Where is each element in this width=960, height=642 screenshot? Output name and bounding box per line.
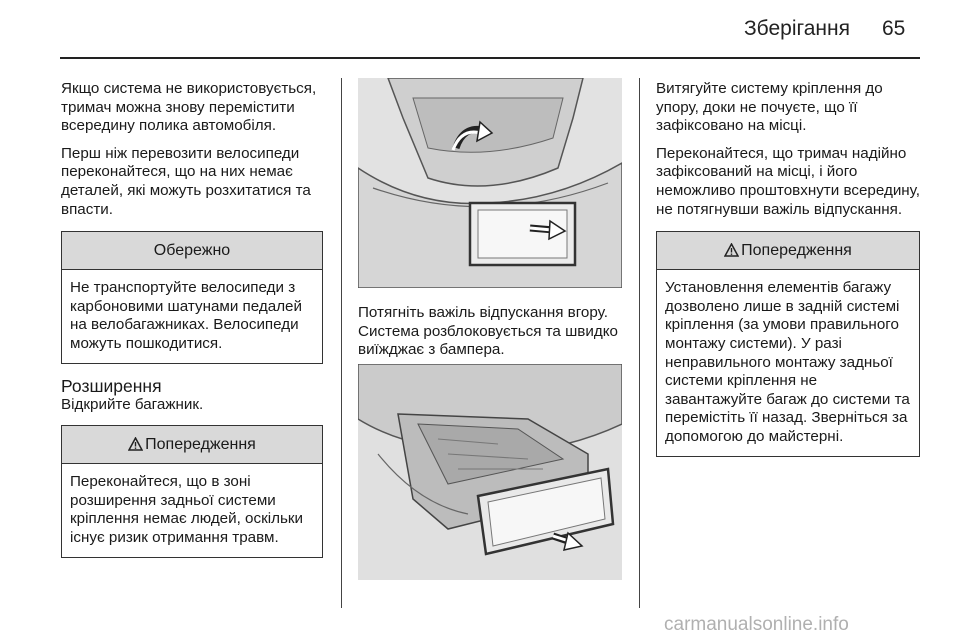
warning-title-left: Попередження (145, 436, 256, 454)
warning-text-right: Установлення елементів багажу дозволено лише в задній системі кріплення (за умови правильного монтажу системи). У разі неправильного монтажу задньої системи кріплення не завантажуйте багаж до системи та перемістіть її назад. Зверніться за допомогою до майстерні. (665, 279, 910, 445)
column-middle-caption (358, 304, 624, 369)
carrier-extended-illustration (358, 364, 622, 580)
section-text: Відкрийте багажник. (61, 395, 204, 413)
bikes-paragraph: Перш ніж перевозити велосипеди переконайтеся, що на них немає деталей, які можуть розхитатися та впасти. (61, 144, 311, 218)
watermark: carmanualsonline.info (664, 614, 849, 635)
column-right (656, 80, 920, 469)
page-title: Зберігання (744, 17, 850, 40)
warning-header-right (657, 232, 919, 270)
intro-paragraph: Якщо система не використовується, тримач можна знову перемістити всередину полика автомобіля. (61, 80, 317, 135)
column-divider-left (341, 78, 342, 608)
warning-triangle-icon (724, 234, 739, 271)
section-heading: Розширення (61, 375, 162, 396)
page-number: 65 (882, 17, 906, 40)
extend-paragraph: Витягуйте систему кріплення до упору, доки не почуєте, що її зафіксовано на місці. (656, 80, 883, 135)
warning-triangle-icon (128, 428, 143, 465)
header-divider (60, 57, 920, 59)
warning-box-left (61, 425, 323, 557)
caution-box (61, 231, 323, 363)
check-paragraph: Переконайтеся, що тримач надійно зафіксований на місці, і його неможливо проштовхнути всередину, не потягнувши важіль відпускання. (656, 144, 920, 218)
release-lever-caption: Потягніть важіль відпускання вгору. Система розблоковується та швидко виїжджає з бампера. (358, 304, 618, 359)
warning-box-right (656, 231, 920, 456)
trunk-release-illustration (358, 78, 622, 288)
caution-title: Обережно (62, 232, 322, 270)
column-left (61, 80, 323, 570)
warning-title-right: Попередження (741, 242, 852, 260)
warning-header-left (62, 426, 322, 464)
caution-text: Не транспортуйте велосипеди з карбоновими шатунами педалей на велобагажниках. Велосипеди можуть пошкодитися. (70, 279, 302, 352)
warning-text-left: Переконайтеся, що в зоні розширення задньої системи кріплення немає людей, оскільки існує ризик отримання травм. (70, 473, 304, 546)
column-divider-right (639, 78, 640, 608)
